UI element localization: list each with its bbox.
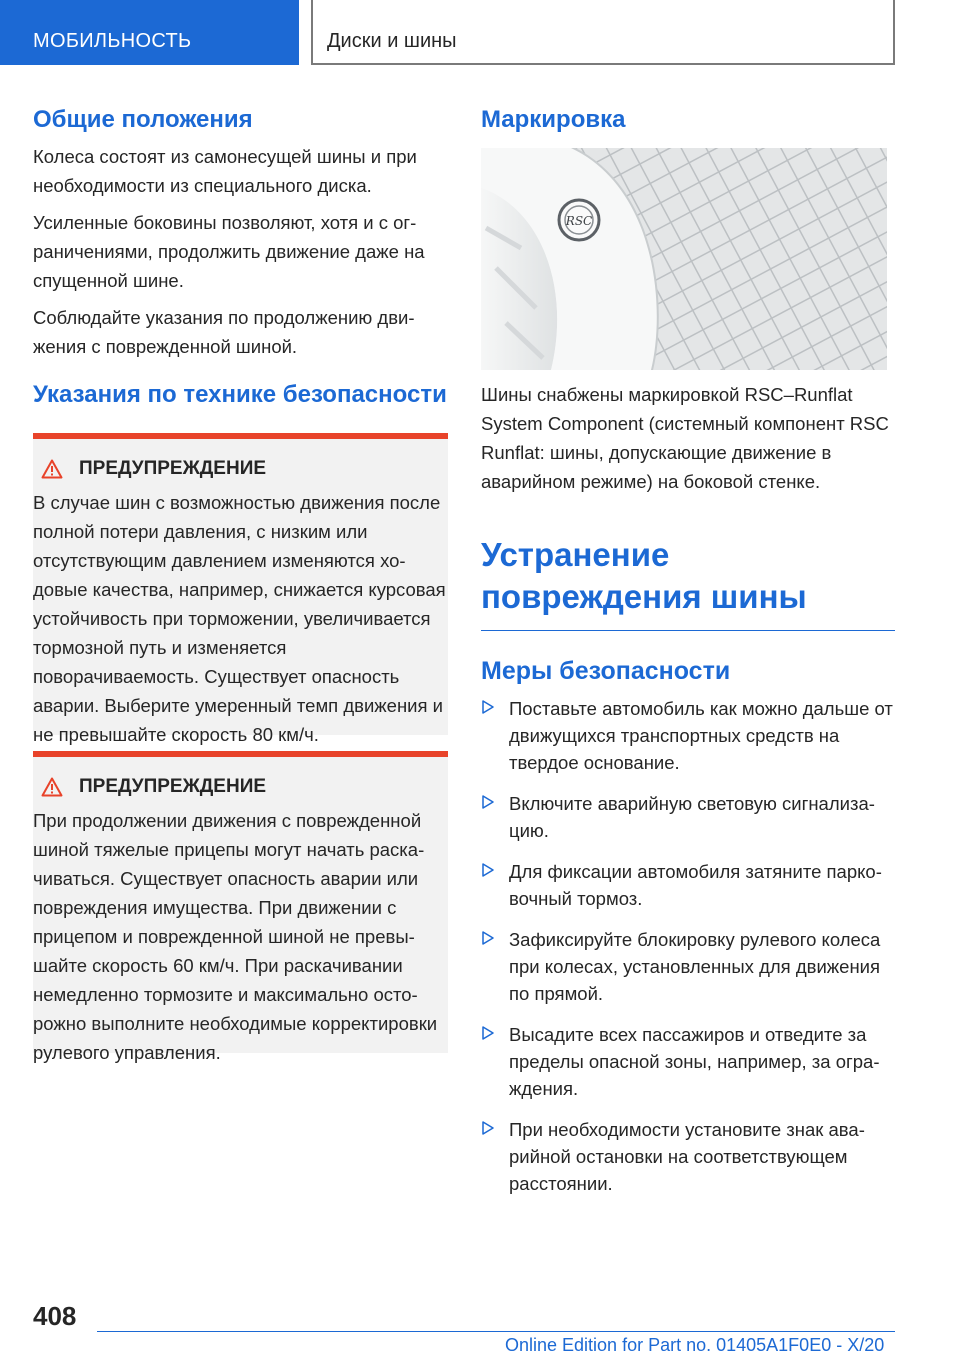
tire-illustration <box>481 148 887 370</box>
marking-caption: Шины снабжены маркировкой RSC–Runflat System Component (системный компонент RSC Runflat: шины, допускающие движение в аварийном режиме) на боковой стенке. <box>481 384 889 492</box>
footer-divider <box>97 1331 895 1332</box>
triangle-right-icon <box>482 795 494 809</box>
header-section <box>311 0 895 65</box>
warning-text-1: В случае шин с возможностью движения после полной потери давления, с низким или отсутствующим давлением изменяются ходовые качества, например, снижается курсовая устойчивость при торможении, увеличивается тормозной путь и изменяется поворачиваемость. Существует опасность аварии. Выберите умеренный темп движения и не превышайте скорость 80 км/ч. <box>33 492 446 745</box>
left-column <box>33 104 448 1063</box>
list-item <box>481 1021 895 1102</box>
warning-title-text-1: ПРЕДУПРЕЖДЕНИЕ <box>79 458 267 479</box>
list-item <box>481 1116 895 1197</box>
warning-triangle-icon <box>41 777 63 797</box>
warning-box-1 <box>33 433 448 745</box>
rsc-logo-text: RSC <box>565 214 593 228</box>
warning-title-text-2: ПРЕДУПРЕЖДЕНИЕ <box>79 776 267 797</box>
warning-box-2 <box>33 751 448 1063</box>
triangle-right-icon <box>482 863 494 877</box>
header-tab-label: МОБИЛЬНОСТЬ <box>33 30 192 52</box>
footer-edition-link[interactable]: Online Edition for Part no. 01405A1F0E0 - X/20 <box>505 1335 885 1355</box>
general-paragraph-2: Усиленные боковины позволяют, хотя и с ограничениями, продолжить движение даже на спущенной шине. <box>33 212 425 291</box>
general-paragraph-3: Соблюдайте указания по продолжению движения с поврежденной шиной. <box>33 307 415 357</box>
list-item <box>481 695 895 776</box>
heading-safety: Указания по технике безопасности <box>33 381 447 408</box>
triangle-right-icon <box>482 931 494 945</box>
warning-triangle-icon <box>41 459 63 479</box>
warning-title-2 <box>33 775 446 799</box>
triangle-right-icon <box>482 700 494 714</box>
heading-safety-measures: Меры безопасности <box>481 657 731 685</box>
warning-text-2: При продолжении движения с поврежденной шиной тяжелые прицепы могут начать раскачиваться. Существует опасность аварии или повреждения имущества. При движении с прицепом и поврежденной шиной не превышайте скорость 60 км/ч. При раскачивании немедленно тормозите и максимально осторожно выполните необходимые корректировки рулевого управления. <box>33 810 438 1063</box>
list-item-text: При необходимости установите знак аварийной остановки на соответствующем расстоянии. <box>509 1119 865 1194</box>
heading-general: Общие положения <box>33 106 253 133</box>
header-tab <box>0 0 299 65</box>
right-column <box>481 104 895 1211</box>
general-paragraph-1: Колеса состоят из самонесущей шины и при необходимости из специального диска. <box>33 146 417 196</box>
list-item-text: Для фиксации автомобиля затяните парковочный тормоз. <box>509 861 882 909</box>
header-section-title: Диски и шины <box>327 30 457 52</box>
list-item-text: Высадите всех пассажиров и отведите за пределы опасной зоны, например, за ограждения. <box>509 1024 880 1099</box>
warning-title-1 <box>33 457 446 481</box>
triangle-right-icon <box>482 1026 494 1040</box>
list-item <box>481 790 895 844</box>
page-number: 408 <box>33 1301 77 1331</box>
tire-marking-figure <box>481 148 887 370</box>
safety-measures-list <box>481 695 895 1197</box>
list-item <box>481 858 895 912</box>
list-item <box>481 926 895 1007</box>
triangle-right-icon <box>482 1121 494 1135</box>
heading-marking: Маркировка <box>481 106 626 133</box>
section-divider <box>481 630 895 631</box>
list-item-text: Зафиксируйте блокировку рулевого колеса при колесах, установленных для движения по прямой. <box>509 929 881 1004</box>
list-item-text: Включите аварийную световую сигнализацию. <box>509 793 875 841</box>
list-item-text: Поставьте автомобиль как можно дальше от движущихся транспортных средств на твердое основание. <box>509 698 893 773</box>
heading-tire-repair: Устранение повреждения шины <box>481 536 807 615</box>
